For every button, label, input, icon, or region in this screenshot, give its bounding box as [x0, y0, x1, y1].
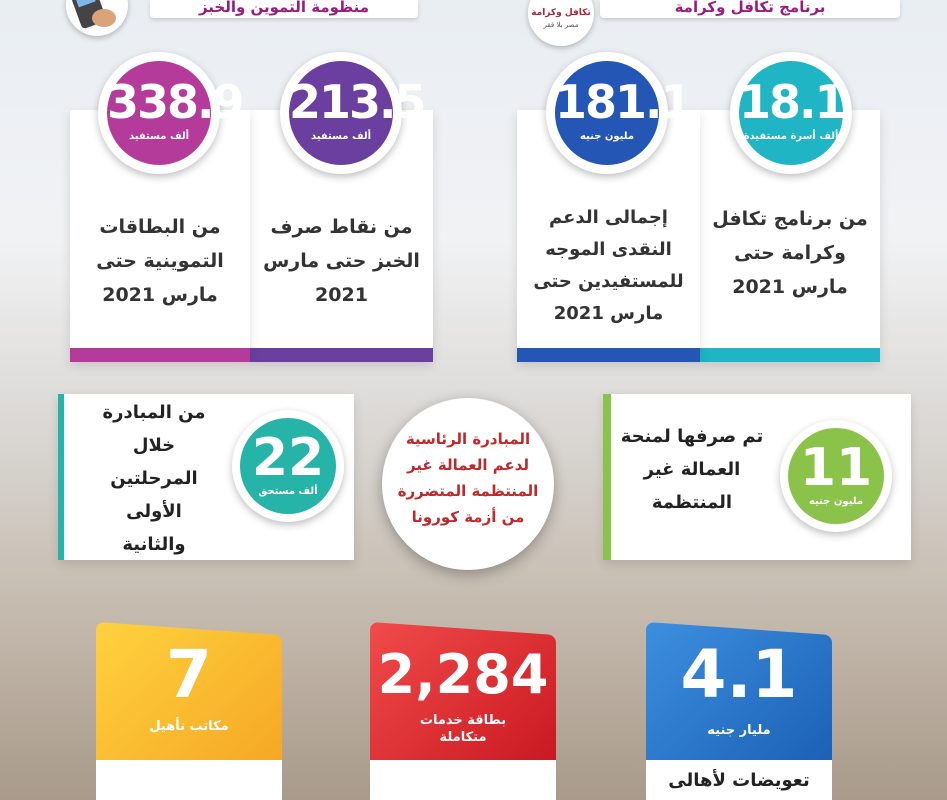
card-takaful-text: من برنامج تكافل وكرامة حتى مارس 2021	[712, 208, 868, 298]
stat-number: 181.1	[555, 75, 691, 129]
card-bar	[250, 348, 433, 362]
tile-footer: تعويضات لأهالى	[668, 770, 810, 791]
initiative-title: المبادرة الرئاسية لدعم العمالة غير المنتظمة المتضررة من أزمة كورونا	[397, 430, 539, 526]
stat-circle-unemployment	[780, 420, 892, 532]
stat-unit: مليون جنيه	[579, 131, 635, 142]
banner-left-text: منظومة التموين والخبز	[198, 0, 370, 16]
stat-circle-bread	[280, 52, 425, 174]
stat-circle-ration	[98, 52, 243, 174]
tile-label: بطاقة خدمات متكاملة	[419, 713, 507, 745]
stat-circle-families	[730, 52, 852, 174]
card-ration-text: من البطاقات التموينية حتى مارس 2021	[96, 216, 224, 306]
stat-circle-cash	[546, 52, 691, 174]
card-cash-text: إجمالى الدعم النقدى الموجه للمستفيدين حتى مارس 2021	[533, 207, 684, 324]
tile-label: مليار جنيه	[707, 723, 771, 738]
ration-card-logo	[66, 0, 128, 36]
stat-number: 18.1	[739, 75, 845, 129]
tile-compensation	[646, 622, 832, 800]
banner-right	[600, 0, 900, 18]
takaful-logo-sub: مصر بلا فقر	[543, 21, 579, 29]
stat-number: 11	[799, 438, 873, 498]
tile-rehab-offices	[96, 622, 282, 800]
banner-right-text: برنامج تكافل وكرامة	[674, 0, 826, 16]
middle-right-text: تم صرفها لمنحة العمالة غير المنتظمة	[620, 426, 764, 513]
card-bar	[517, 348, 700, 362]
tile-service-cards	[370, 622, 556, 800]
tile-number: 7	[166, 636, 212, 713]
stat-unit: ألف مستحق	[258, 486, 318, 497]
card-machine-icon	[66, 0, 128, 36]
stat-number: 213.5	[289, 75, 425, 129]
stat-number: 22	[251, 428, 325, 488]
takaful-logo	[528, 0, 594, 46]
takaful-logo-text: تكافل وكرامة	[531, 8, 591, 18]
tile-label: مكاتب تأهيل	[149, 719, 229, 734]
stat-number: 338.9	[107, 75, 243, 129]
stat-unit: ألف أسرة مستفيدة	[743, 131, 839, 142]
card-bar	[700, 348, 880, 362]
card-bar	[70, 348, 250, 362]
stat-unit: ألف مستفيد	[128, 131, 190, 142]
card-bread-text: من نقاط صرف الخبز حتى مارس 2021	[263, 216, 420, 306]
banner-left	[150, 0, 418, 18]
tile-number: 2,284	[377, 643, 549, 706]
stat-unit: ألف مستفيد	[310, 131, 372, 142]
stat-circle-beneficiaries	[232, 410, 344, 522]
middle-left-text: من المبادرة خلال المرحلتين الأولى والثانية	[102, 402, 206, 555]
stat-unit: مليون جنيه	[808, 496, 864, 507]
tile-number: 4.1	[680, 636, 798, 713]
presidential-initiative-badge	[382, 398, 554, 570]
